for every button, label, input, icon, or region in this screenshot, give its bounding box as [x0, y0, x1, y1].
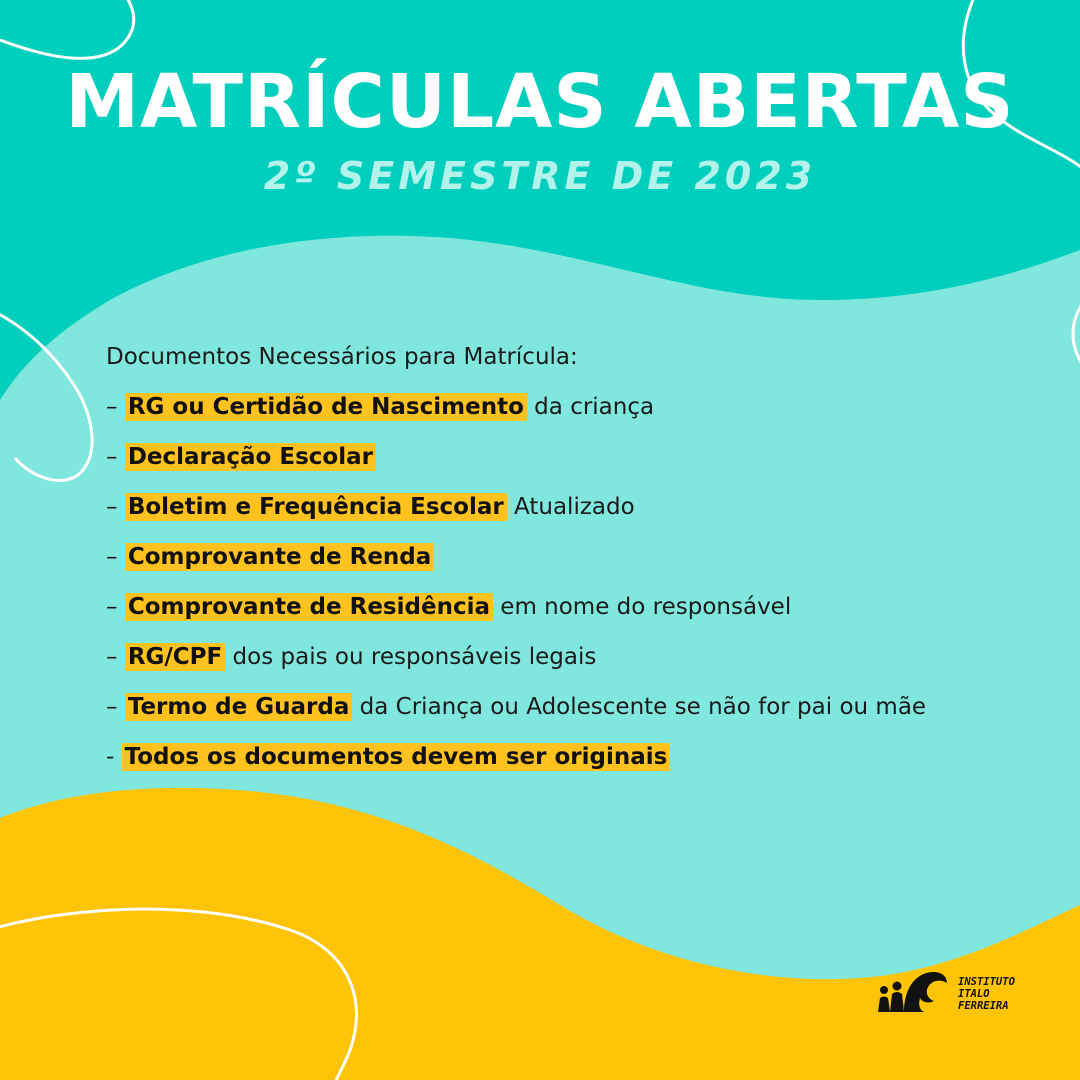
item-text: dos pais ou responsáveis legais [225, 644, 597, 670]
list-dash: – [106, 394, 125, 420]
highlighted-text: Termo de Guarda [125, 693, 353, 721]
list-dash: – [106, 444, 125, 470]
highlighted-text: RG/CPF [125, 643, 225, 671]
institute-logo [876, 968, 1046, 1018]
list-item [106, 632, 1036, 682]
logo-text-line: INSTITUTO [958, 976, 1015, 988]
highlighted-text: Boletim e Frequência Escolar [125, 493, 507, 521]
list-dash: – [106, 494, 125, 520]
list-dash: – [106, 644, 125, 670]
documents-section [106, 332, 1036, 782]
highlighted-text: Comprovante de Residência [125, 593, 493, 621]
highlighted-text: RG ou Certidão de Nascimento [125, 393, 527, 421]
item-text: da Criança ou Adolescente se não for pai ou mãe [352, 694, 927, 720]
logo-text [958, 976, 1015, 1012]
page-title: MATRÍCULAS ABERTAS [65, 59, 1015, 145]
logo-text-line: ITALO [958, 988, 990, 1000]
logo-text-line: FERREIRA [958, 1000, 1009, 1012]
item-text: em nome do responsável [492, 594, 792, 620]
list-item [106, 532, 1036, 582]
list-item [106, 682, 1036, 732]
list-dash: – [106, 544, 125, 570]
list-item [106, 732, 1036, 782]
documents-heading: Documentos Necessários para Matrícula: [106, 344, 578, 370]
list-item [106, 482, 1036, 532]
list-item [106, 432, 1036, 482]
item-text: da criança [526, 394, 655, 420]
list-dash: - [106, 744, 122, 770]
wave-figures-logo-icon [876, 968, 948, 1014]
list-item [106, 382, 1036, 432]
list-dash: – [106, 694, 125, 720]
documents-list [106, 382, 1036, 782]
highlighted-text: Comprovante de Renda [125, 543, 434, 571]
highlighted-text: Declaração Escolar [125, 443, 376, 471]
list-dash: – [106, 594, 125, 620]
highlighted-text: Todos os documentos devem ser originais [122, 743, 671, 771]
item-text: Atualizado [506, 494, 635, 520]
page-subtitle: 2º SEMESTRE DE 2023 [263, 154, 817, 198]
list-item [106, 582, 1036, 632]
